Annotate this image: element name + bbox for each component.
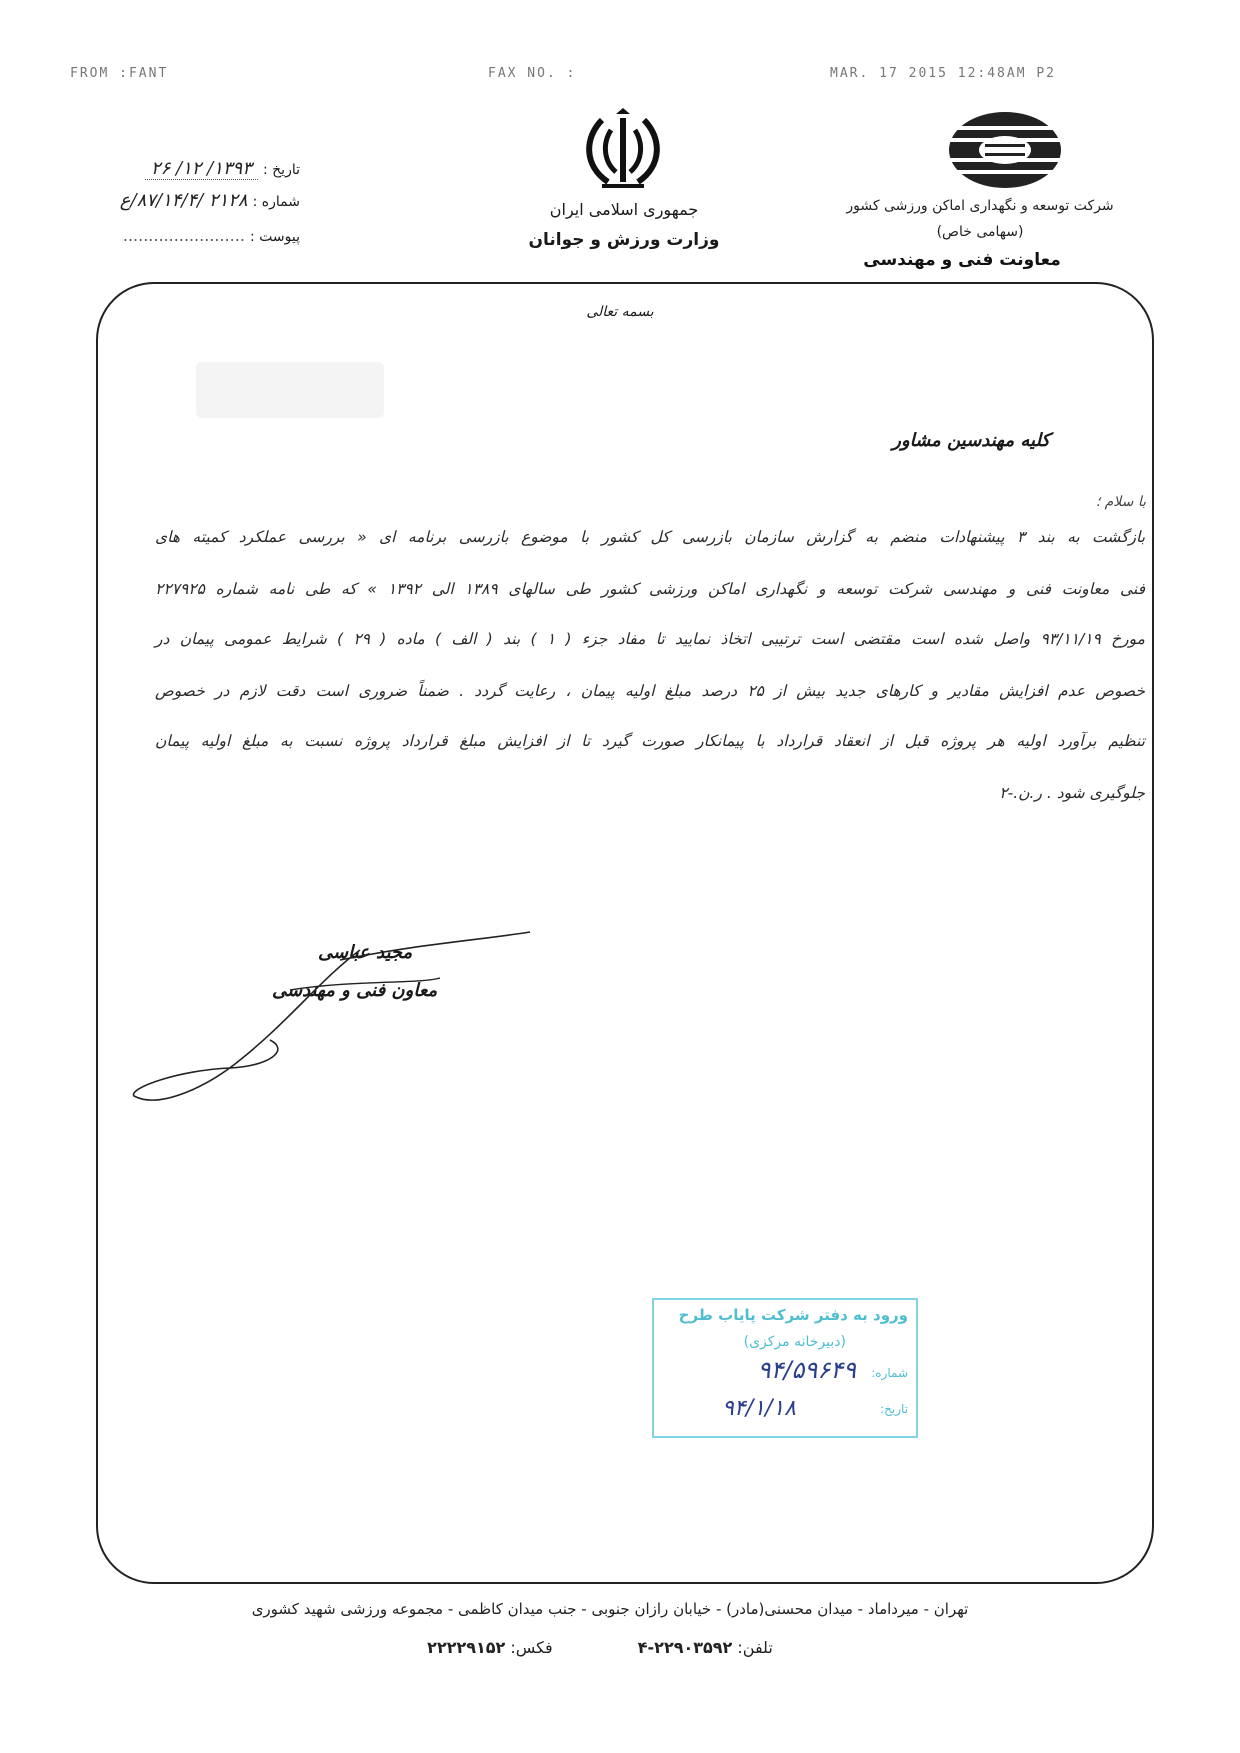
signer-title: معاون فنی و مهندسی xyxy=(272,980,438,1001)
body-line-2: فنی معاونت فنی و مهندسی شرکت توسعه و نگهداری اماکن ورزشی کشور طی سالهای ۱۳۸۹ الی ۱۳۹۲ » که طی نامه شماره ۲۲۷۹۲۵ xyxy=(155,580,1145,598)
division-title: معاونت فنی و مهندسی xyxy=(863,250,1061,270)
stamp-number-value: ۹۴/۵۹۶۴۹ xyxy=(757,1356,856,1384)
company-type: (سهامی خاص) xyxy=(936,224,1024,240)
signature-scribble xyxy=(120,920,540,1120)
attachment-row xyxy=(40,226,300,245)
attachment-label: پیوست : xyxy=(250,229,300,245)
body-line-5: تنظیم برآورد اولیه هر پروژه قبل از انعقاد قرارداد با پیمانکار صورت گیرد تا از افزایش مبلغ قرارداد پروژه نسبت به مبلغ اولیه پیمان xyxy=(155,732,1145,750)
fax-label: فکس: xyxy=(510,1638,553,1657)
bismillah: بسمه تعالی xyxy=(586,304,654,320)
receipt-stamp xyxy=(652,1298,918,1438)
recipient: کلیه مهندسین مشاور xyxy=(892,430,1050,451)
scan-smudge xyxy=(196,362,384,418)
company-logo-icon xyxy=(945,108,1065,192)
greeting: با سلام ؛ xyxy=(1095,494,1146,510)
fax-from: FROM :FANT xyxy=(70,66,169,81)
phone-label: تلفن: xyxy=(737,1638,773,1657)
footer-address: تهران - میرداماد - میدان محسنی(مادر) - خیابان رازان جنوبی - جنب میدان کاظمی - مجموعه ورزشی شهید کشوری xyxy=(251,1600,969,1618)
signer-name: مجید عباسی xyxy=(318,942,413,963)
body-line-4: خصوص عدم افزایش مقادیر و کارهای جدید بیش از ۲۵ درصد مبلغ اولیه پیمان ، رعایت گردد . ضمناً ضروری است دقت لازم در خصوص xyxy=(155,682,1145,700)
date-row xyxy=(40,158,300,179)
phone-value: ۲۲۹۰۳۵۹۲-۴ xyxy=(637,1638,733,1657)
stamp-line2: (دبیرخانه مرکزی) xyxy=(743,1334,846,1350)
stamp-line1: ورود به دفتر شرکت پایاب طرح xyxy=(678,1306,908,1324)
body-line-3: مورخ ۹۳/۱۱/۱۹ واصل شده است مقتضی است ترتیبی اتخاذ نمایید تا مفاد جزء ( ۱ ) بند ( الف ) ماده ( ۲۹ ) شرایط عمومی پیمان در xyxy=(155,630,1145,648)
stamp-number-label: شماره: xyxy=(871,1366,908,1380)
number-value: ۲۱۲۸ /۸۷/۱۴/۴/ع xyxy=(119,190,248,211)
iran-emblem-icon xyxy=(580,108,666,194)
republic-title: جمهوری اسلامی ایران xyxy=(549,200,699,219)
body-line-1: بازگشت به بند ۳ پیشنهادات منضم به گزارش سازمان بازرسی کل کشور با موضوع بازرسی برنامه ای « بررسی عملکرد کمیته های xyxy=(155,528,1146,546)
number-label: شماره : xyxy=(252,194,300,210)
footer-contacts xyxy=(300,1638,900,1657)
fax-number: FAX NO. : xyxy=(488,66,577,81)
body-line-last: جلوگیری شود . ر.ن.-۲ xyxy=(999,784,1145,802)
date-value: ۱۳۹۳/ ۱۲/ ۲۶ xyxy=(145,158,258,180)
stamp-date-label: تاریخ: xyxy=(880,1402,908,1416)
ministry-title: وزارت ورزش و جوانان xyxy=(528,230,720,250)
fax-value: ۲۲۲۲۹۱۵۲ xyxy=(427,1638,506,1657)
number-row xyxy=(40,190,300,211)
company-name: شرکت توسعه و نگهداری اماکن ورزشی کشور xyxy=(846,198,1114,214)
fax-datetime: MAR. 17 2015 12:48AM P2 xyxy=(830,66,1057,81)
attachment-value: ........................ xyxy=(122,226,245,245)
stamp-date-value: ۹۴/۱/۱۸ xyxy=(722,1396,796,1421)
date-label: تاریخ : xyxy=(262,162,300,178)
